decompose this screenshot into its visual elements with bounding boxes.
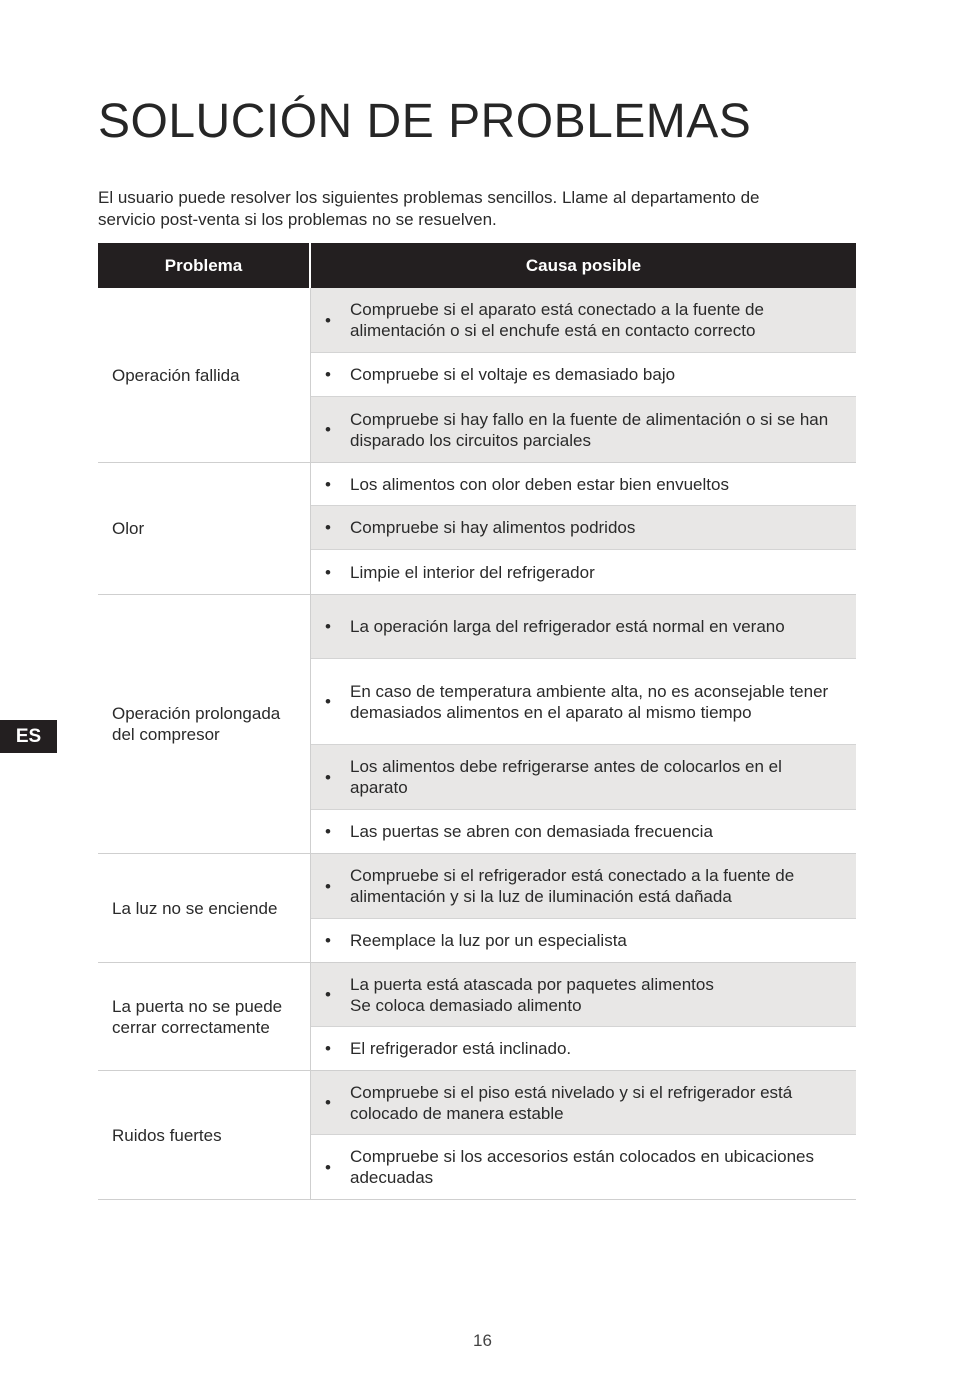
bullet-icon: • bbox=[325, 617, 331, 636]
cause-list bbox=[311, 854, 856, 962]
bullet-icon: • bbox=[325, 767, 331, 787]
problem-cell: Ruidos fuertes bbox=[98, 1071, 311, 1199]
problem-cell: Operación prolongada del compresor bbox=[98, 595, 311, 853]
cause-list bbox=[311, 963, 856, 1070]
table-row bbox=[98, 463, 856, 595]
cause-text: Reemplace la luz por un especialista bbox=[350, 931, 627, 950]
bullet-icon: • bbox=[325, 420, 331, 439]
cause-item bbox=[311, 353, 856, 397]
bullet-icon: • bbox=[325, 1039, 331, 1058]
bullet-icon: • bbox=[325, 822, 331, 841]
page-number: 16 bbox=[473, 1331, 492, 1350]
cause-text: Los alimentos con olor deben estar bien envueltos bbox=[350, 474, 729, 494]
cause-text: Compruebe si hay fallo en la fuente de alimentación o si se han disparado los circuitos parciales bbox=[350, 409, 829, 450]
problem-cell: Operación fallida bbox=[98, 288, 311, 462]
table-row bbox=[98, 854, 856, 963]
cause-item bbox=[311, 463, 856, 506]
cause-text: El refrigerador está inclinado. bbox=[350, 1039, 572, 1058]
cause-item bbox=[311, 745, 856, 810]
intro-paragraph: El usuario puede resolver los siguientes problemas sencillos. Llame al departamento de servicio post-venta si los problemas no se resuelven. bbox=[98, 188, 760, 229]
bullet-icon: • bbox=[325, 310, 331, 330]
bullet-icon: • bbox=[325, 1093, 331, 1112]
table-row bbox=[98, 595, 856, 854]
cause-item bbox=[311, 1135, 856, 1199]
cause-item bbox=[311, 810, 856, 853]
table-row bbox=[98, 963, 856, 1071]
bullet-icon: • bbox=[325, 518, 331, 537]
cause-item bbox=[311, 854, 856, 919]
header-problem: Problema bbox=[98, 243, 311, 288]
cause-list bbox=[311, 288, 856, 462]
cause-item bbox=[311, 659, 856, 745]
bullet-icon: • bbox=[325, 931, 331, 950]
cause-item bbox=[311, 1071, 856, 1135]
cause-item bbox=[311, 397, 856, 462]
cause-list bbox=[311, 595, 856, 853]
cause-list bbox=[311, 1071, 856, 1199]
bullet-icon: • bbox=[325, 985, 331, 1004]
cause-text: Compruebe si el refrigerador está conectado a la fuente de alimentación y si la luz de iluminación está dañada bbox=[350, 866, 795, 906]
cause-item bbox=[311, 550, 856, 594]
cause-text: Los alimentos debe refrigerarse antes de colocarlos en el aparato bbox=[350, 757, 782, 797]
header-cause: Causa posible bbox=[525, 255, 642, 275]
cause-text: Compruebe si el aparato está conectado a la fuente de alimentación o si el enchufe está en contacto correcto bbox=[350, 300, 764, 340]
cause-text: Las puertas se abren con demasiada frecuencia bbox=[350, 822, 713, 841]
cause-item bbox=[311, 919, 856, 962]
bullet-icon: • bbox=[325, 562, 331, 582]
cause-item bbox=[311, 963, 856, 1027]
cause-text: En caso de temperatura ambiente alta, no es aconsejable tener demasiados alimentos en el aparato al mismo tiempo bbox=[350, 681, 829, 722]
bullet-icon: • bbox=[325, 876, 331, 896]
page-title: SOLUCIÓN DE PROBLEMAS bbox=[98, 95, 752, 148]
cause-item bbox=[311, 506, 856, 550]
language-tab: ES bbox=[0, 720, 57, 753]
problem-cell: La luz no se enciende bbox=[98, 854, 311, 962]
table-header bbox=[98, 243, 856, 288]
cause-text: La operación larga del refrigerador está normal en verano bbox=[350, 617, 785, 636]
problem-cell: La puerta no se puede cerrar correctamente bbox=[98, 963, 311, 1070]
bullet-icon: • bbox=[325, 365, 331, 384]
problem-cell: Olor bbox=[98, 463, 311, 594]
bullet-icon: • bbox=[325, 474, 331, 494]
table-row bbox=[98, 288, 856, 463]
table-row bbox=[98, 1071, 856, 1200]
cause-item bbox=[311, 595, 856, 659]
cause-item bbox=[311, 288, 856, 353]
cause-text: Compruebe si los accesorios están colocados en ubicaciones adecuadas bbox=[350, 1147, 814, 1187]
troubleshooting-table bbox=[98, 243, 856, 1200]
cause-text: Compruebe si el piso está nivelado y si el refrigerador está colocado de manera estable bbox=[350, 1082, 793, 1123]
cause-list bbox=[311, 463, 856, 594]
cause-text: La puerta está atascada por paquetes alimentos Se coloca demasiado alimento bbox=[350, 974, 714, 1015]
cause-text: Limpie el interior del refrigerador bbox=[350, 562, 595, 582]
bullet-icon: • bbox=[325, 692, 331, 711]
cause-item bbox=[311, 1027, 856, 1070]
cause-text: Compruebe si el voltaje es demasiado bajo bbox=[350, 365, 676, 384]
bullet-icon: • bbox=[325, 1157, 331, 1177]
cause-text: Compruebe si hay alimentos podridos bbox=[350, 518, 636, 537]
